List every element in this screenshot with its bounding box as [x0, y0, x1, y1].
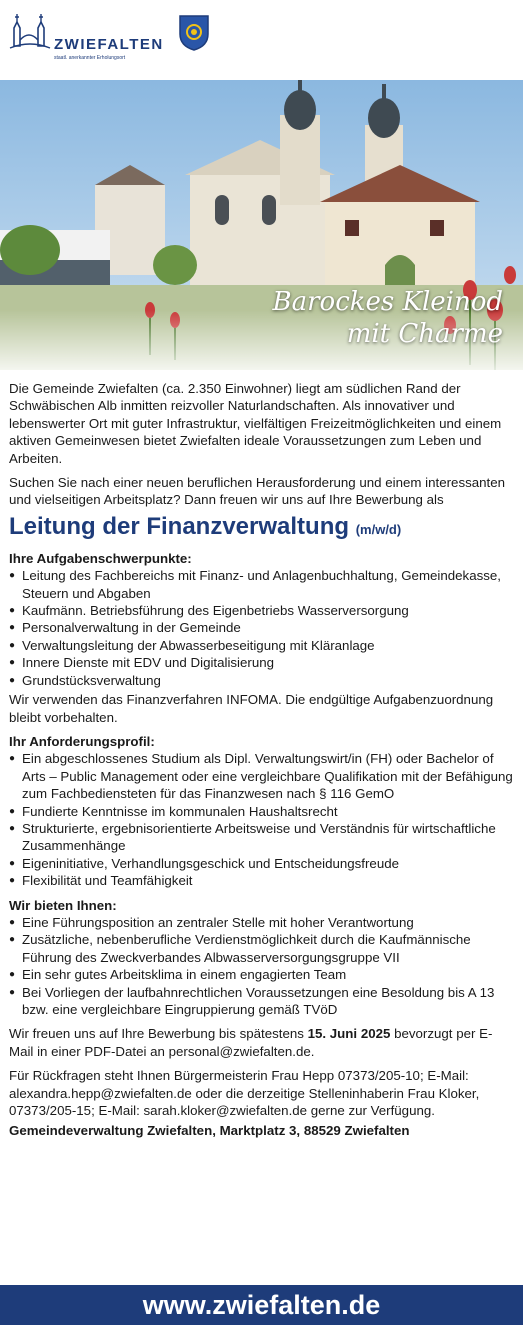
list-item: ● Bei Vorliegen der laufbahnrechtlichen Voraussetzungen eine Besoldung bis A 13 bzw. eine vergleichbare Eingruppierung gemäß TVöD [9, 984, 515, 1019]
municipality-logo [8, 8, 168, 68]
website-link[interactable]: www.zwiefalten.de [142, 1290, 381, 1320]
list-item: ● Flexibilität und Teamfähigkeit [9, 872, 515, 889]
application-text-before: Wir freuen uns auf Ihre Bewerbung bis spätestens [9, 1026, 308, 1042]
application-paragraph [9, 1025, 515, 1060]
list-item: ● Verwaltungsleitung der Abwasserbeseitigung mit Kläranlage [9, 637, 515, 654]
church-towers-icon [8, 10, 52, 50]
logo-wordmark: ZWIEFALTEN [54, 36, 164, 53]
hero-slogan-line2: mit Charme [346, 319, 503, 349]
hero-photo [0, 80, 523, 370]
list-item: ● Personalverwaltung in der Gemeinde [9, 619, 515, 636]
requirements-heading: Ihr Anforderungsprofil: [9, 733, 155, 749]
list-item: ● Ein abgeschlossenes Studium als Dipl. Verwaltungswirt/in (FH) oder Bachelor of Arts – Public Management oder eine vergleichbare Qualifikation mit der Befähigung zum Fachbediensteten für das Finanzwesen nach § 116 GemO [9, 750, 515, 802]
list-item: ● Ein sehr gutes Arbeitsklima in einem engagierten Team [9, 966, 515, 983]
header [0, 0, 523, 80]
list-item: ● Strukturierte, ergebnisorientierte Arbeitsweise und Verständnis für wirtschaftliche Zusammenhänge [9, 820, 515, 855]
application-deadline: 15. Juni 2025 [307, 1026, 391, 1042]
invitation-paragraph: Suchen Sie nach einer neuen beruflichen Herausforderung und einem interessanten und vielseitigen Arbeitsplatz? Dann freuen wir uns auf Ihre Bewerbung als [9, 475, 506, 508]
intro-paragraph: Die Gemeinde Zwiefalten (ca. 2.350 Einwohner) liegt am südlichen Rand der Schwäbischen Alb inmitten reizvoller Naturlandschaften. Als innovativer und lebenswerter Ort mit guter Infrastruktur, vielfältigen Freizeitmöglichkeiten und einem aktiven Gemeinwesen bietet Zwiefalten ideale Voraussetzungen zum Leben und Arbeiten. [9, 381, 502, 466]
list-item: ● Grundstücksverwaltung [9, 672, 515, 689]
list-item: ● Innere Dienste mit EDV und Digitalisierung [9, 654, 515, 671]
ad-body [9, 380, 515, 1140]
logo-tagline: staatl. anerkannter Erholungsort [54, 55, 126, 61]
list-item: ● Eine Führungsposition an zentraler Stelle mit hoher Verantwortung [9, 914, 515, 931]
list-item: ● Zusätzliche, nebenberufliche Verdienstmöglichkeit durch die Kaufmännische Führung des Zweckverbandes Albwasserversorgungsgruppe VII [9, 931, 515, 966]
tasks-list [9, 567, 515, 689]
tasks-heading: Ihre Aufgabenschwerpunkte: [9, 550, 192, 566]
offer-list [9, 914, 515, 1018]
hero-slogan [173, 286, 503, 350]
list-item: ● Kaufmänn. Betriebsführung des Eigenbetriebs Wasserversorgung [9, 602, 515, 619]
list-item: ● Leitung des Fachbereichs mit Finanz- und Anlagenbuchhaltung, Gemeindekasse, Steuern und Abgaben [9, 567, 515, 602]
requirements-list [9, 750, 515, 889]
list-item: ● Eigeninitiative, Verhandlungsgeschick und Entscheidungsfreude [9, 855, 515, 872]
job-title-text: Leitung der Finanzverwaltung [9, 512, 350, 540]
offer-heading: Wir bieten Ihnen: [9, 897, 117, 913]
gender-suffix: (m/w/d) [355, 521, 402, 537]
address-line: Gemeindeverwaltung Zwiefalten, Marktplatz 3, 88529 Zwiefalten [9, 1123, 410, 1139]
coat-of-arms-icon [178, 14, 210, 52]
contact-paragraph: Für Rückfragen steht Ihnen Bürgermeisterin Frau Hepp 07373/205-10; E-Mail: alexandra.hepp@zwiefalten.de oder die derzeitige Stelleninhaberin Frau Kloker, 07373/205-15; E-Mail: sarah.kloker@zwiefalten.de gerne zur Verfügung. [9, 1068, 480, 1119]
application-text-after: bevorzugt per E-Mail in einer PDF-Datei an personal@zwiefalten.de. [9, 1026, 493, 1059]
tasks-note: Wir verwenden das Finanzverfahren INFOMA. Die endgültige Aufgabenzuordnung bleibt vorbehalten. [9, 692, 494, 725]
job-title [9, 513, 515, 544]
list-item: ● Fundierte Kenntnisse im kommunalen Haushaltsrecht [9, 803, 515, 820]
hero-slogan-line1: Barockes Kleinod [272, 287, 503, 317]
